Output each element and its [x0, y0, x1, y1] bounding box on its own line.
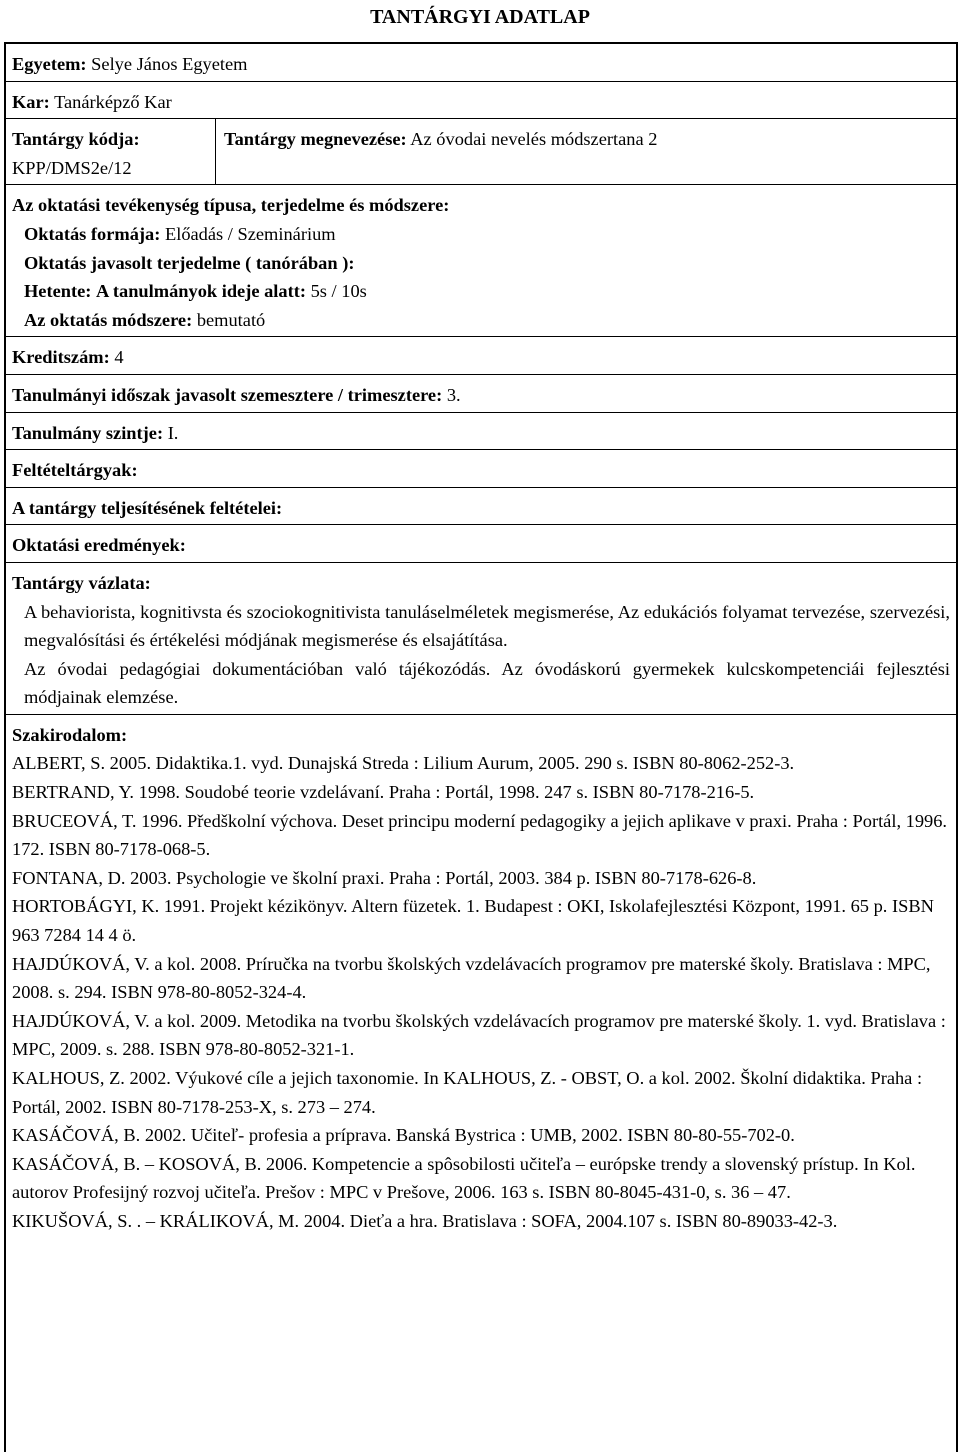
teaching-heading: Az oktatási tevékenység típusa, terjedelme és módszere: [12, 195, 450, 216]
faculty-row [6, 82, 956, 120]
teaching-form-value: Előadás / Szeminárium [164, 223, 336, 244]
outline-row [6, 563, 956, 715]
teaching-method [12, 306, 950, 335]
document-title: TANTÁRGYI ADATLAP [370, 6, 590, 28]
faculty-label: Kar: [12, 91, 50, 112]
teaching-method-value: bemutató [196, 309, 266, 330]
teaching-method-label: Az oktatás módszere: [24, 309, 193, 330]
literature-item: HAJDÚKOVÁ, V. a kol. 2009. Metodika na tvorbu školských vzdelávacích programov pre materské školy. 1. vyd. Bratislava : MPC, 2009. s. 288. ISBN 978-80-8052-321-1. [12, 1010, 946, 1060]
course-row [6, 119, 956, 185]
course-code-label: Tantárgy kódja: [12, 129, 140, 150]
literature-item: BRUCEOVÁ, T. 1996. Předškolní výchova. Deset principu moderní pedagogiky a jejich aplikave v praxi. Praha : Portál, 1996. 172. ISBN 80-7178-068-5. [12, 810, 948, 860]
teaching-form-label: Oktatás formája: [24, 223, 161, 244]
literature-item: BERTRAND, Y. 1998. Soudobé teorie vzdelávaní. Praha : Portál, 1998. 247 s. ISBN 80-7178-216-5. [12, 782, 755, 803]
hours-value: 5s / 10s [310, 281, 367, 302]
course-name-value: Az óvodai nevelés módszertana 2 [410, 129, 658, 150]
literature-item: ALBERT, S. 2005. Didaktika.1. vyd. Dunajská Streda : Lilium Aurum, 2005. 290 s. ISBN 80-8062-252-3. [12, 753, 795, 774]
credits-value: 4 [114, 347, 124, 368]
literature-item: KIKUŠOVÁ, S. . – KRÁLIKOVÁ, M. 2004. Dieťa a hra. Bratislava : SOFA, 2004.107 s. ISBN 80-89033-42-3. [12, 1210, 838, 1231]
university-value: Selye János Egyetem [91, 54, 248, 74]
literature-item: KALHOUS, Z. 2002. Výukové cíle a jejich taxonomie. In KALHOUS, Z. - OBST, O. a kol. 2002. Školní didaktika. Praha : Portál, 2002. ISBN 80-7178-253-X, s. 273 – 274. [12, 1068, 923, 1117]
faculty-value: Tanárképző Kar [54, 91, 172, 112]
course-code-value: KPP/DMS2e/12 [12, 157, 132, 178]
literature-item: KASÁČOVÁ, B. – KOSOVÁ, B. 2006. Kompetencie a spôsobilosti učiteľa – európske trendy a slovenský prístup. In Kol. autorov Profesijný rozvoj učiteľa. Prešov : MPC v Prešove, 2006. 163 s. ISBN 80-8045-431-0, s. 36 – 47. [12, 1153, 916, 1203]
course-name-cell [216, 119, 956, 184]
credits-row [6, 337, 956, 375]
outline-paragraph: Az óvodai pedagógiai dokumentációban való tájékozódás. Az óvodáskorú gyermekek kulcskompetenciái fejlesztési módjainak elemzése. [24, 658, 950, 708]
literature-list [12, 749, 950, 1235]
level-label: Tanulmány szintje: [12, 422, 164, 443]
course-datasheet [4, 42, 958, 1452]
prerequisites-label: Feltételtárgyak: [12, 460, 138, 481]
outline-label: Tantárgy vázlata: [12, 572, 151, 593]
semester-value: 3. [446, 384, 461, 405]
university-label: Egyetem: [12, 54, 87, 74]
credits-label: Kreditszám: [12, 347, 110, 368]
university-row [6, 44, 956, 82]
course-name-label: Tantárgy megnevezése: [224, 129, 407, 150]
prerequisites-row [6, 450, 956, 488]
course-code-cell [6, 119, 216, 184]
study-duration-label: A tanulmányok ideje alatt: [96, 281, 306, 302]
weekly-label: Hetente: [24, 281, 92, 302]
semester-row [6, 375, 956, 413]
literature-row [6, 715, 956, 1238]
outcomes-row [6, 525, 956, 563]
outline-paragraph: A behaviorista, kognitivsta és szociokognitivista tanuláselméletek megismerése, Az edukációs folyamat tervezése, szervezési, megvalósítási és értékelési módjának megismerése és elsajátítása. [24, 601, 950, 651]
level-value: I. [167, 422, 179, 443]
literature-item: HORTOBÁGYI, K. 1991. Projekt kézikönyv. Altern füzetek. 1. Budapest : OKI, Iskolafejlesztési Központ, 1991. 65 p. ISBN 963 7284 14 4 ö. [12, 896, 934, 946]
outline-body [12, 598, 950, 712]
literature-item: KASÁČOVÁ, B. 2002. Učiteľ- profesia a príprava. Banská Bystrica : UMB, 2002. ISBN 80-80-55-702-0. [12, 1125, 795, 1146]
outcomes-label: Oktatási eredmények: [12, 535, 186, 556]
teaching-form [12, 220, 950, 249]
requirements-label: A tantárgy teljesítésének feltételei: [12, 497, 283, 518]
literature-label: Szakirodalom: [12, 724, 128, 745]
teaching-hours [12, 277, 950, 306]
literature-item: FONTANA, D. 2003. Psychologie ve školní praxi. Praha : Portál, 2003. 384 p. ISBN 80-7178-626-8. [12, 867, 757, 888]
level-row [6, 413, 956, 451]
semester-label: Tanulmányi időszak javasolt szemesztere / trimesztere: [12, 384, 443, 405]
teaching-scope-label: Oktatás javasolt terjedelme ( tanórában ): [24, 252, 355, 273]
literature-item: HAJDÚKOVÁ, V. a kol. 2008. Príručka na tvorbu školských vzdelávacích programov pre materské školy. Bratislava : MPC, 2008. s. 294. ISBN 978-80-8052-324-4. [12, 953, 931, 1003]
teaching-row [6, 185, 956, 337]
requirements-row [6, 488, 956, 526]
